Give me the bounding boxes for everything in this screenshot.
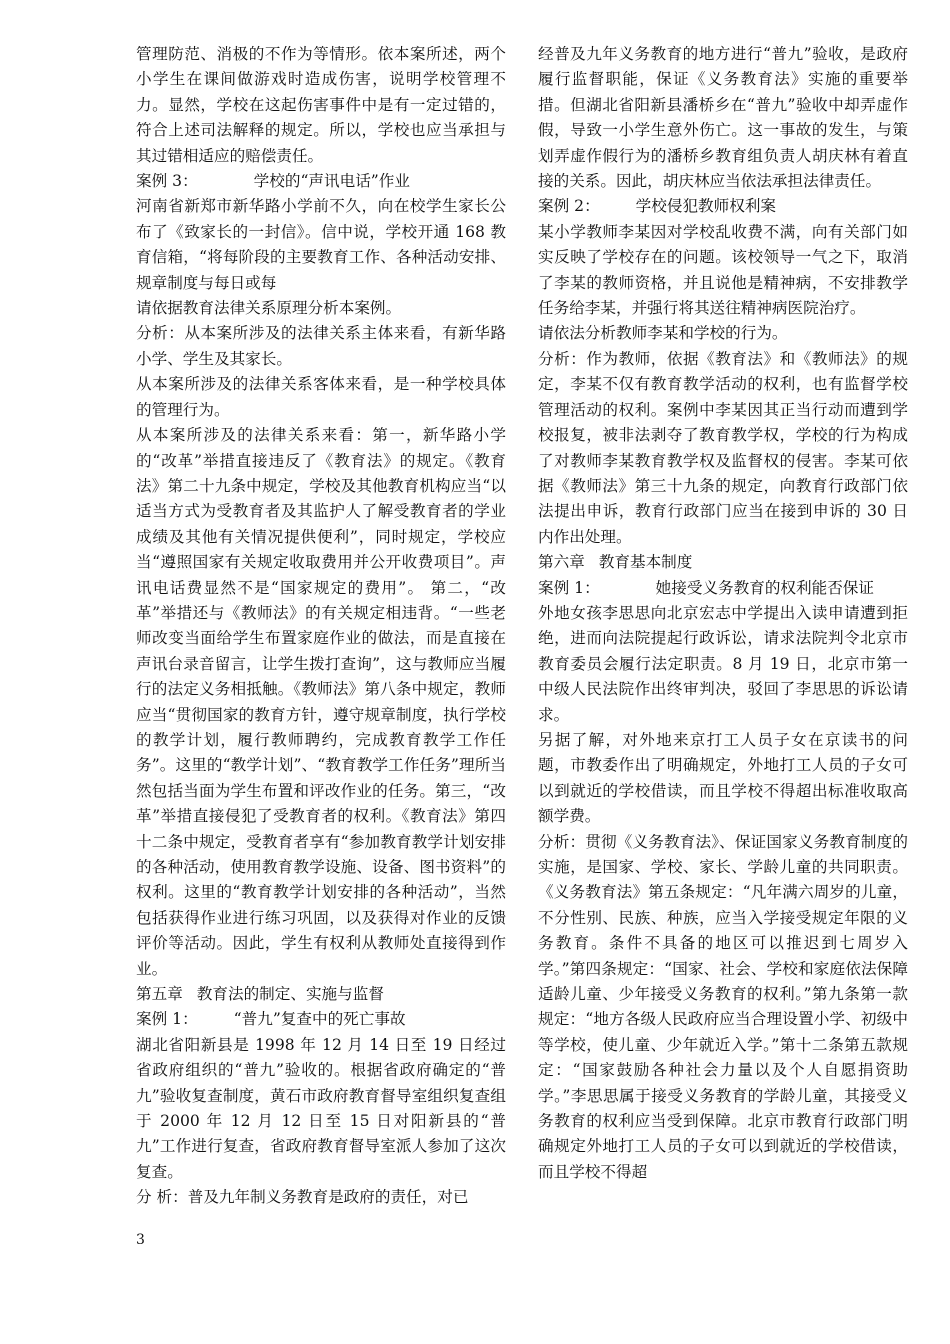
case-label: 案例 3： [136, 172, 198, 191]
paragraph: 管理防范、消极的不作为等情形。依本案所述，两个小学生在课间做游戏时造成伤害，说明学校管理不力。显然，学校在这起伤害事件中是有一定过错的，符合上述司法解释的规定。所以，学校也应当承担与其过错相适应的赔偿责任。 [136, 45, 506, 165]
paragraph: 分 析：普及九年制义务教育是政府的责任，对已 [136, 1188, 469, 1207]
paragraph: 另据了解，对外地来京打工人员子女在京读书的问题，市教委作出了明确规定，外地打工人员的子女可以到就近的学校借读，而且学校不得超出标准收取高额学费。 [538, 730, 908, 826]
paragraph: 请依法分析教师李某和学校的行为。 [538, 324, 788, 343]
case-label: 案例 1： [136, 1010, 198, 1029]
paragraph: 分析：贯彻《义务教育法》、保证国家义务教育制度的实施，是国家、学校、家长、学龄儿童的共同职责。《义务教育法》第五条规定：“凡年满六周岁的儿童，不分性别、民族、种族，应当入学接受规定年限的义务教育。条件不具备的地区可以推迟到七周岁入学。”第四条规定：“国家、社会、学校和家庭依法保障适龄儿童、少年接受义务教育的权利。”第九条第一款规定：“地方各级人民政府应当合理设置小学、初级中等学校，使儿童、少年就近入学。”第十二条第五款规定：“国家鼓励各种社会力量以及个人自愿捐资助学。”李思思属于接受义务教育的学龄儿童，其接受义务教育的权利应当受到保障。北京市教育行政部门明确规定外地打工人员的子女可以到就近的学校借读，而且学校不得超 [538, 832, 908, 1181]
left-column [136, 42, 506, 1211]
case-label: 案例 1： [538, 578, 600, 597]
paragraph: 分析：从本案所涉及的法律关系主体来看，有新华路小学、学生及其家长。 [136, 324, 506, 368]
paragraph: 外地女孩李思思向北京宏志中学提出入读申请遭到拒绝，进而向法院提起行政诉讼，请求法院判令北京市教育委员会履行法定职责。8 月 19 日，北京市第一中级人民法院作出终审判决，驳回了李思思的诉讼请求。 [538, 603, 908, 724]
case-heading [136, 1007, 506, 1032]
case-title: 她接受义务教育的权利能否保证 [655, 578, 874, 597]
paragraph: 分析：作为教师，依据《教育法》和《教师法》的规定，李某不仅有教育教学活动的权利，也有监督学校管理活动的权利。案例中李某因其正当行动而遭到学校报复，被非法剥夺了教育教学权，学校的行为构成了对教师李某教育教学权及监督权的侵害。李某可依据《教师法》第三十九条的规定，向教育行政部门依法提出申诉，教育行政部门应当在接到申诉的 30 日内作出处理。 [538, 349, 908, 546]
paragraph: 从本案所涉及的法律关系客体来看，是一种学校具体的管理行为。 [136, 375, 506, 419]
page-number: 3 [136, 1232, 145, 1248]
paragraph: 河南省新郑市新华路小学前不久，向在校学生家长公布了《致家长的一封信》。信中说，学校开通 168 教育信箱，“将每阶段的主要教育工作、各种活动安排、规章制度与每日或每 [136, 197, 506, 292]
case-title: 学校侵犯教师权利案 [635, 197, 777, 216]
case-title: “普九”复查中的死亡事故 [233, 1010, 406, 1029]
case-heading [538, 576, 908, 601]
paragraph: 湖北省阳新县是 1998 年 12 月 14 日至 19 日经过省政府组织的“普九”验收的。根据省政府确定的“普九”验收复查制度，黄石市政府教育督导室组织复查组于 2000 年 12 月 12 日至 15 日对阳新县的“普九”工作进行复查，省政府教育督导室派人参加了这次复查。 [136, 1035, 506, 1181]
paragraph: 经普及九年义务教育的地方进行“普九”验收，是政府履行监督职能，保证《义务教育法》实施的重要举措。但湖北省阳新县潘桥乡在“普九”验收中却弄虚作假，导致一小学生意外伤亡。这一事故的发生，与策划弄虚作假行为的潘桥乡教育组负责人胡庆林有着直接的关系。因此，胡庆林应当依法承担法律责任。 [538, 45, 908, 191]
case-title: 学校的“声讯电话”作业 [253, 172, 410, 191]
case-heading [136, 169, 506, 194]
chapter-heading [136, 982, 506, 1007]
case-heading [538, 194, 908, 219]
paragraph: 某小学教师李某因对学校乱收费不满，向有关部门如实反映了学校存在的问题。该校领导一气之下，取消了李某的教师资格，并且说他是精神病，不安排教学任务给李某，并强行将其送往精神病医院治疗。 [538, 222, 908, 318]
chapter-label: 第五章 [136, 985, 183, 1004]
case-label: 案例 2： [538, 197, 600, 216]
right-column [538, 42, 908, 1185]
chapter-heading [538, 550, 908, 575]
chapter-title: 教育基本制度 [598, 553, 693, 572]
paragraph: 从本案所涉及的法律关系来看：第一，新华路小学的“改革”举措直接违反了《教育法》的规定。《教育法》第二十九条中规定，学校及其他教育机构应当“以适当方式为受教育者及其监护人了解受教育者的学业成绩及其他有关情况提供便利”，同时规定，学校应当“遵照国家有关规定收取费用并公开收费项目”。声讯电话费显然不是“国家规定的费用”。 第二，“改革”举措还与《教师法》的有关规定相违背。“一些老师改变当面给学生布置家庭作业的做法，而是直接在声讯台录音留言，让学生拨打查询”，这与教师应当履行的法定义务相抵触。《教师法》第八条中规定，教师应当“贯彻国家的教育方针，遵守规章制度，执行学校的教学计划，履行教师聘约，完成教育教学工作任务”。这里的“教学计划”、“教育教学工作任务”理所当然包括当面为学生布置和评改作业的任务。第三，“改革”举措直接侵犯了受教育者的权利。《教育法》第四十二条中规定，受教育者享有“参加教育教学计划安排的各种活动，使用教育教学设施、设备、图书资料”的权利。这里的“教育教学计划安排的各种活动”，当然包括获得作业进行练习巩固，以及获得对作业的反馈评价等活动。因此，学生有权利从教师处直接得到作业。 [136, 426, 506, 978]
chapter-title: 教育法的制定、实施与监督 [196, 985, 384, 1004]
chapter-label: 第六章 [538, 553, 585, 572]
paragraph: 请依据教育法律关系原理分析本案例。 [136, 299, 402, 318]
